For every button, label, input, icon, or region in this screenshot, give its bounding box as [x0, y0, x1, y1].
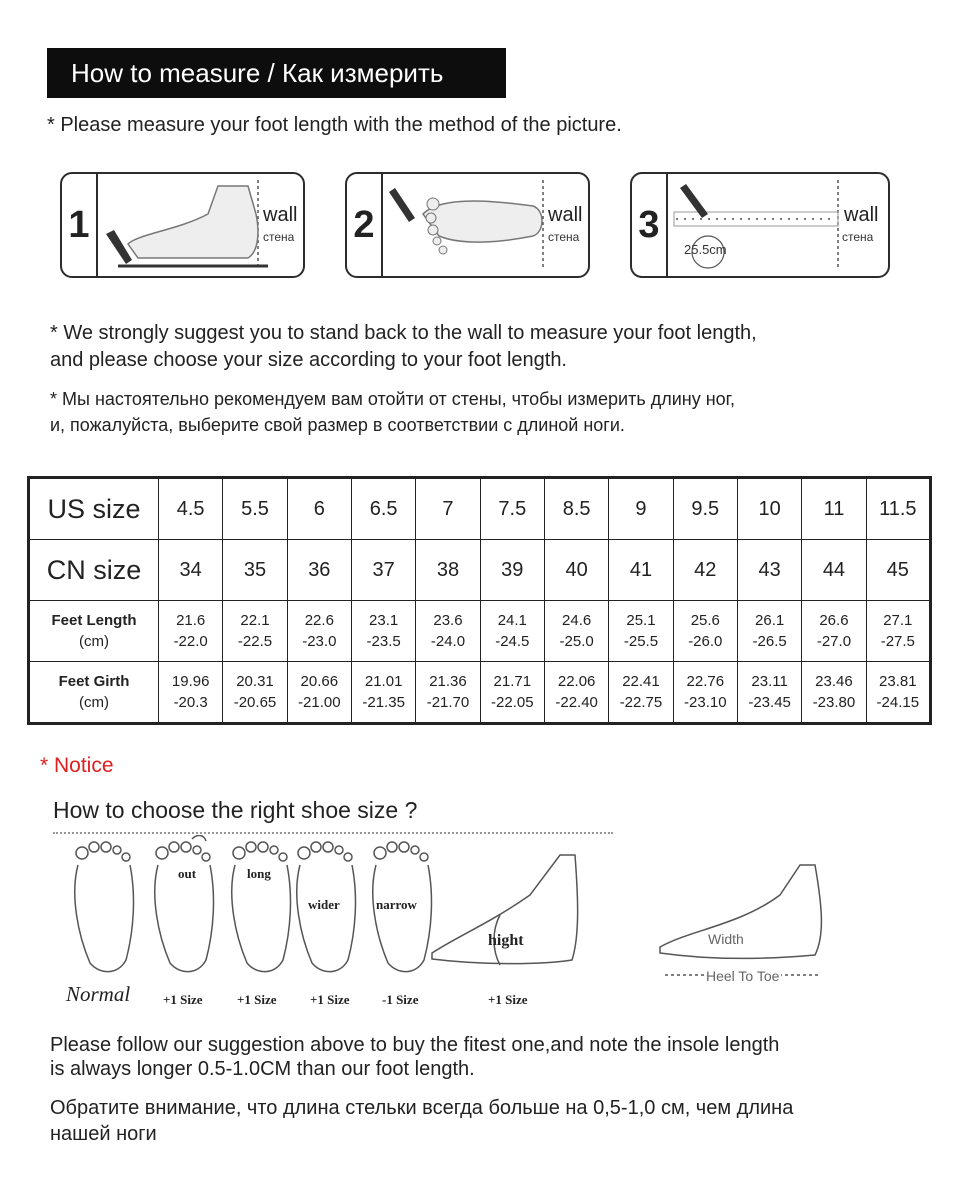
stena-label: стена — [548, 230, 580, 244]
cell-top: 19.96 — [171, 673, 210, 690]
cell-top: 20.31 — [236, 673, 274, 690]
dotted-divider — [53, 832, 613, 834]
cell: 5.5 — [223, 478, 287, 540]
cell-top: 21.01 — [364, 673, 403, 690]
cell — [287, 662, 351, 724]
foot-illustrations — [60, 835, 840, 985]
cell — [480, 601, 544, 662]
table-row-girth — [29, 662, 931, 724]
choose-title: How to choose the right shoe size ? — [53, 797, 418, 823]
cell — [287, 601, 351, 662]
cell: 8.5 — [544, 478, 608, 540]
size-adjust: +1 Size — [488, 992, 528, 1007]
cell — [544, 662, 608, 724]
cell-bottom: -23.0 — [302, 633, 337, 650]
cell-bottom: -20.65 — [233, 694, 277, 711]
cell: 6.5 — [351, 478, 415, 540]
row-label: CN size — [29, 540, 159, 601]
step-3-panel — [630, 172, 890, 278]
cell: 37 — [351, 540, 415, 601]
cell — [609, 662, 673, 724]
cell-top: 26.6 — [819, 612, 849, 629]
width-label: Width — [708, 931, 744, 947]
cell: 11.5 — [866, 478, 930, 540]
step-number: 1 — [62, 174, 98, 276]
wall-label: wall — [548, 204, 583, 226]
step-number: 2 — [347, 174, 383, 276]
row-label: US size — [29, 478, 159, 540]
cell-bottom: -20.3 — [173, 694, 208, 711]
step-2-panel — [345, 172, 590, 278]
suggest-en: * We strongly suggest you to stand back to the wall to measure your foot length, and please choose your size according to your foot length. — [50, 322, 757, 371]
cell-top: 24.1 — [497, 612, 527, 629]
cell: 35 — [223, 540, 287, 601]
cell: 9.5 — [673, 478, 737, 540]
cell — [159, 662, 223, 724]
stena-label: стена — [263, 230, 295, 244]
cell-top: 25.1 — [626, 612, 656, 629]
long-label: long — [247, 866, 271, 881]
cell: 38 — [416, 540, 480, 601]
cell: 4.5 — [159, 478, 223, 540]
cell-top: 23.11 — [751, 673, 788, 690]
row-label — [29, 601, 159, 662]
cell: 34 — [159, 540, 223, 601]
cell — [737, 662, 801, 724]
cell-bottom: -26.5 — [752, 633, 787, 650]
cell: 45 — [866, 540, 930, 601]
cell-top: 25.6 — [690, 612, 720, 629]
cell: 40 — [544, 540, 608, 601]
cell-bottom: -23.5 — [366, 633, 401, 650]
size-adjust: +1 Size — [163, 992, 203, 1007]
size-table — [27, 476, 932, 725]
cell — [416, 662, 480, 724]
cell-bottom: -26.0 — [688, 633, 723, 650]
bottom-note-ru: Обратите внимание, что длина стельки всегда больше на 0,5-1,0 см, чем длина нашей ноги — [50, 1097, 794, 1145]
cell-top: 21.71 — [493, 673, 532, 690]
row-label — [29, 662, 159, 724]
out-label: out — [178, 866, 197, 881]
cell-top: 24.6 — [562, 612, 592, 629]
cell-bottom: -22.05 — [491, 694, 534, 711]
heel-to-toe-label: Heel To Toe — [706, 968, 780, 984]
normal-label: Normal — [66, 982, 131, 1006]
size-adjust: -1 Size — [382, 992, 419, 1007]
cell-bottom: -25.5 — [623, 633, 659, 650]
table-row-us — [29, 478, 931, 540]
cell — [223, 601, 287, 662]
cell — [544, 601, 608, 662]
cell-top: 23.46 — [815, 673, 853, 690]
cell — [673, 601, 737, 662]
stena-label: стена — [842, 230, 874, 244]
cell-top: 21.36 — [429, 673, 467, 690]
cell: 10 — [737, 478, 801, 540]
cell-top: 23.1 — [369, 612, 399, 629]
cell — [223, 662, 287, 724]
narrow-label: narrow — [376, 897, 417, 912]
size-adjust: +1 Size — [237, 992, 277, 1007]
cell-bottom: -21.35 — [362, 694, 405, 711]
cell-bottom: -24.5 — [495, 633, 530, 650]
cell — [802, 601, 866, 662]
cell: 44 — [802, 540, 866, 601]
row-label-text: Feet Length — [51, 612, 137, 629]
cell-top: 22.06 — [557, 673, 596, 690]
cell: 42 — [673, 540, 737, 601]
cell-top: 26.1 — [755, 612, 785, 629]
cell-top: 22.76 — [686, 673, 725, 690]
cell — [866, 662, 930, 724]
wall-label: wall — [263, 204, 298, 226]
row-label-unit: (cm) — [79, 694, 109, 711]
cell-bottom: -22.5 — [237, 633, 273, 650]
wider-label: wider — [308, 897, 340, 912]
cell: 41 — [609, 540, 673, 601]
cell-top: 20.66 — [300, 673, 339, 690]
measure-value: 25.5cm — [684, 242, 727, 257]
cell-bottom: -23.80 — [812, 694, 856, 711]
cell-top: 22.1 — [240, 612, 270, 629]
row-label-text: Feet Girth — [58, 673, 130, 690]
cell-bottom: -23.45 — [748, 694, 791, 711]
hight-label: hight — [488, 932, 524, 949]
cell-bottom: -25.0 — [559, 633, 594, 650]
cell: 36 — [287, 540, 351, 601]
cell — [737, 601, 801, 662]
cell-top: 27.1 — [883, 612, 913, 629]
cell-bottom: -21.70 — [426, 694, 470, 711]
intro-text: * Please measure your foot length with the method of the picture. — [47, 114, 622, 136]
cell — [802, 662, 866, 724]
wall-label: wall — [844, 204, 879, 226]
cell: 6 — [287, 478, 351, 540]
cell — [609, 601, 673, 662]
cell-top: 23.6 — [433, 612, 463, 629]
cell-bottom: -22.75 — [619, 694, 663, 711]
cell — [351, 601, 415, 662]
cell: 7.5 — [480, 478, 544, 540]
cell: 9 — [609, 478, 673, 540]
step-1-panel — [60, 172, 305, 278]
cell-bottom: -23.10 — [684, 694, 727, 711]
table-row-cn — [29, 540, 931, 601]
cell — [159, 601, 223, 662]
bottom-note-en: Please follow our suggestion above to buy the fitest one,and note the insole length is always longer 0.5-1.0CM than our foot length. — [50, 1034, 780, 1080]
cell: 7 — [416, 478, 480, 540]
cell-top: 21.6 — [176, 612, 206, 629]
cell-bottom: -22.0 — [173, 633, 208, 650]
cell — [351, 662, 415, 724]
cell: 11 — [802, 478, 866, 540]
cell: 43 — [737, 540, 801, 601]
cell-bottom: -27.5 — [880, 633, 915, 650]
cell-top: 23.81 — [879, 673, 917, 690]
cell-bottom: -21.00 — [298, 694, 341, 711]
cell-bottom: -24.0 — [430, 633, 466, 650]
cell-bottom: -22.40 — [555, 694, 598, 711]
size-adjust: +1 Size — [310, 992, 350, 1007]
cell — [866, 601, 930, 662]
cell-bottom: -27.0 — [816, 633, 852, 650]
table-row-length — [29, 601, 931, 662]
cell — [673, 662, 737, 724]
cell: 39 — [480, 540, 544, 601]
notice-label: * Notice — [40, 754, 114, 777]
cell-top: 22.41 — [622, 673, 660, 690]
cell — [480, 662, 544, 724]
step-number: 3 — [632, 174, 668, 276]
cell-bottom: -24.15 — [876, 694, 920, 711]
suggest-ru: * Мы настоятельно рекомендуем вам отойти от стены, чтобы измерить длину ног, и, пожалуйста, выберите свой размер в соответствии с длиной ноги. — [50, 389, 736, 435]
cell — [416, 601, 480, 662]
cell-top: 22.6 — [304, 612, 334, 629]
row-label-unit: (cm) — [79, 633, 109, 650]
page-title: How to measure / Как измерить — [47, 48, 506, 98]
